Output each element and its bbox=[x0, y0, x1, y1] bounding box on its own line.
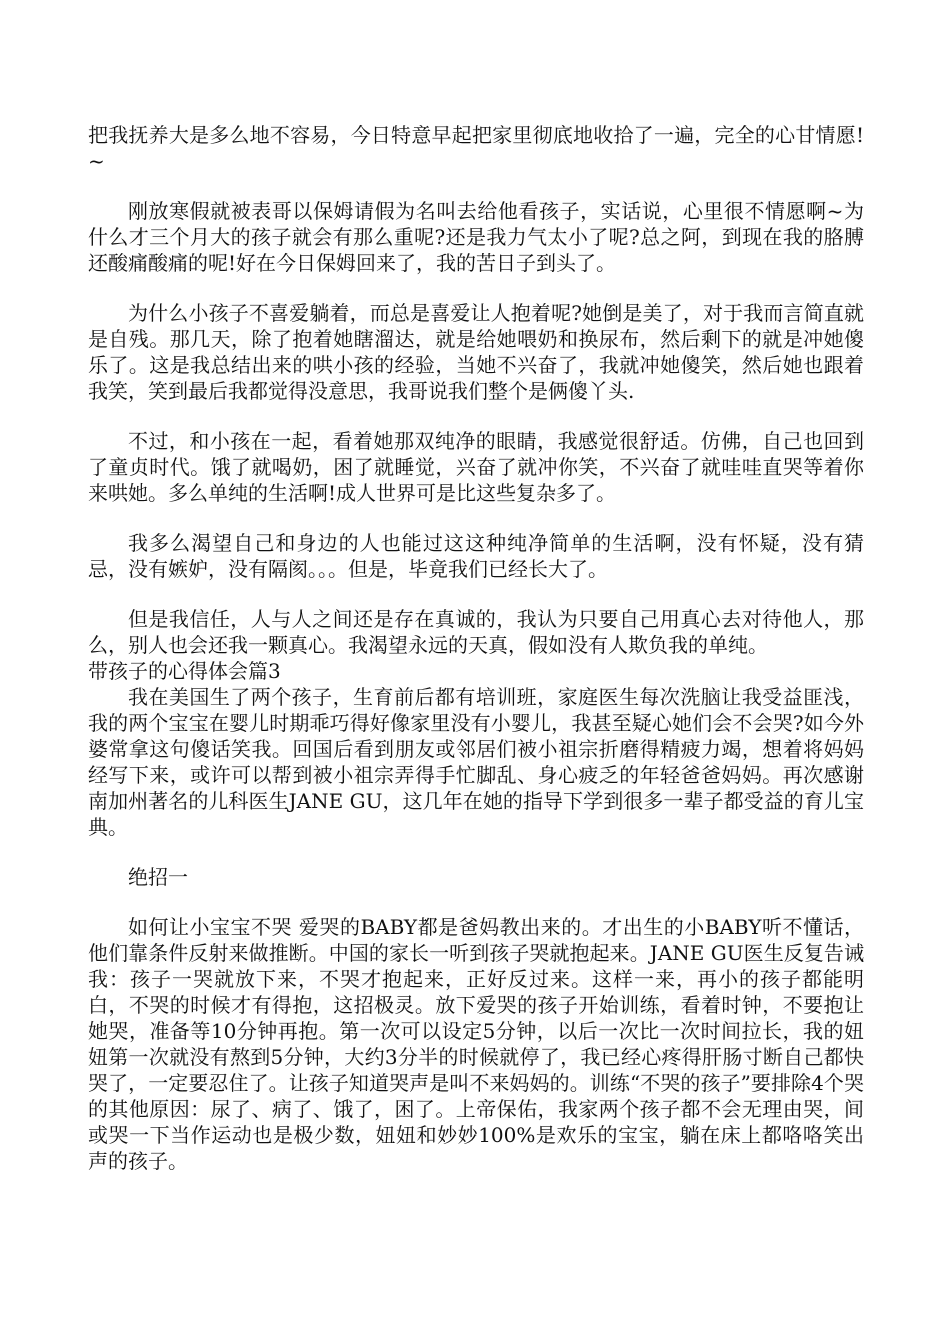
paragraph-6: 但是我信任，人与人之间还是存在真诚的，我认为只要自己用真心去对待他人，那么，别人也会还我一颗真心。我渴望永远的天真，假如没有人欺负我的单纯。 bbox=[88, 607, 864, 657]
section-paragraph-2: 如何让小宝宝不哭 爱哭的BABY都是爸妈教出来的。才出生的小BABY听不懂话，他们靠条件反射来做推断。中国的家长一听到孩子哭就抱起来。JANE GU医生反复告诫我：孩子一哭就放下来，不哭才抱起来，正好反过来。这样一来，再小的孩子都能明白，不哭的时候才有得抱，这招极灵。放下爱哭的孩子开始训练，看着时钟，不要抱让她哭，准备等10分钟再抱。第一次可以设定5分钟，以后一次比一次时间拉长，我的妞妞第一次就没有熬到5分钟，大约3分半的时候就停了，我已经心疼得肝肠寸断自己都快哭了，一定要忍住了。让孩子知道哭声是叫不来妈妈的。训练“不哭的孩子”要排除4个哭的其他原因：尿了、病了、饿了，困了。上帝保佑，我家两个孩子都不会无理由哭，间或哭一下当作运动也是极少数，妞妞和妙妙100%是欢乐的宝宝，躺在床上都咯咯笑出声的孩子。 bbox=[88, 915, 864, 1173]
paragraph-4: 不过，和小孩在一起，看着她那双纯净的眼睛，我感觉很舒适。仿佛，自己也回到了童贞时代。饿了就喝奶，困了就睡觉，兴奋了就冲你笑，不兴奋了就哇哇直哭等着你来哄她。多么单纯的生活啊!成人世界可是比这些复杂多了。 bbox=[88, 429, 864, 505]
paragraph-2: 刚放寒假就被表哥以保姆请假为名叫去给他看孩子，实话说，心里很不情愿啊~为什么才三个月大的孩子就会有那么重呢?还是我力气太小了呢?总之阿，到现在我的胳膊还酸痛酸痛的呢!好在今日保姆回来了，我的苦日子到头了。 bbox=[88, 199, 864, 275]
paragraph-1: 把我抚养大是多么地不容易，今日特意早起把家里彻底地收拾了一遍，完全的心甘情愿!~ bbox=[88, 123, 864, 173]
paragraph-3: 为什么小孩子不喜爱躺着，而总是喜爱让人抱着呢?她倒是美了，对于我而言简直就是自残。那几天，除了抱着她瞎溜达，就是给她喂奶和换尿布，然后剩下的就是冲她傻乐了。这是我总结出来的哄小孩的经验，当她不兴奋了，我就冲她傻笑，然后她也跟着我笑，笑到最后我都觉得没意思，我哥说我们整个是俩傻丫头. bbox=[88, 301, 864, 403]
section-heading: 带孩子的心得体会篇3 bbox=[88, 659, 281, 683]
paragraph-5: 我多么渴望自己和身边的人也能过这这种纯净简单的生活啊，没有怀疑，没有猜忌，没有嫉妒，没有隔阂。。。但是，毕竟我们已经长大了。 bbox=[88, 531, 864, 581]
subheading-trick-one: 绝招一 bbox=[128, 865, 188, 889]
section-paragraph-1: 我在美国生了两个孩子，生育前后都有培训班，家庭医生每次洗脑让我受益匪浅，我的两个宝宝在婴儿时期乖巧得好像家里没有小婴儿，我甚至疑心她们会不会哭?如今外婆常拿这句傻话笑我。回国后看到朋友或邻居们被小祖宗折磨得精疲力竭，想着将妈妈经写下来，或许可以帮到被小祖宗弄得手忙脚乱、身心疲乏的年轻爸爸妈妈。再次感谢南加州著名的儿科医生JANE GU，这几年在她的指导下学到很多一辈子都受益的育儿宝典。 bbox=[88, 685, 864, 839]
document-page bbox=[88, 122, 864, 1174]
